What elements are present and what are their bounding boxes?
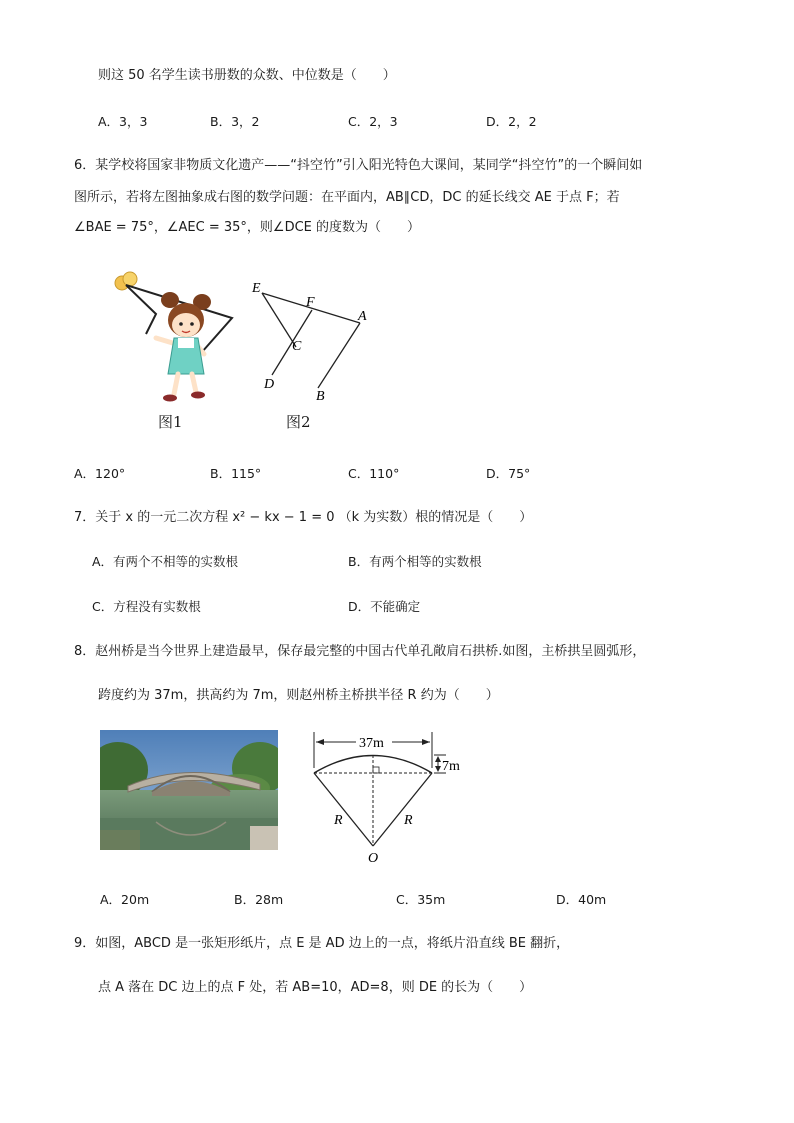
q7-stem: 7．关于 x 的一元二次方程 x² − kx − 1 = 0 （k 为实数）根的情况是（ ） bbox=[74, 510, 533, 525]
q5-option-d: D．2，2 bbox=[486, 114, 537, 129]
center-label-o: O bbox=[368, 851, 379, 866]
zhaozhou-bridge-photo bbox=[100, 730, 278, 850]
radius-label-left: R bbox=[334, 813, 343, 828]
q8-stem-line1: 8．赵州桥是当今世界上建造最早，保存最完整的中国古代单孔敞肩石拱桥.如图，主桥拱呈圆弧形， bbox=[74, 644, 646, 659]
point-label-c: C bbox=[292, 339, 302, 354]
q5-option-a: A．3，3 bbox=[98, 114, 148, 129]
q8-option-a: A．20m bbox=[100, 892, 150, 907]
radius-label-right: R bbox=[404, 813, 413, 828]
q9-stem-line1: 9．如图，ABCD 是一张矩形纸片，点 E 是 AD 边上的一点，将纸片沿直线 BE 翻折， bbox=[74, 936, 570, 951]
q8-stem-line2: 跨度约为 37m，拱高约为 7m，则赵州桥主桥拱半径 R 约为（ ） bbox=[98, 688, 499, 703]
q8-option-b: B．28m bbox=[234, 892, 284, 907]
q6-option-a: A．120° bbox=[74, 466, 126, 481]
q6-option-c: C．110° bbox=[348, 466, 400, 481]
q6-option-d: D．75° bbox=[486, 466, 531, 481]
q8-option-c: C．35m bbox=[396, 892, 446, 907]
q6-stem-line3: ∠BAE = 75°，∠AEC = 35°，则∠DCE 的度数为（ ） bbox=[74, 220, 421, 235]
point-label-b: B bbox=[316, 389, 325, 404]
q9-stem-line2: 点 A 落在 DC 边上的点 F 处，若 AB=10，AD=8，则 DE 的长为（ ） bbox=[98, 980, 533, 995]
q6-figure2-geometry bbox=[244, 270, 384, 410]
figure1-caption: 图1 bbox=[158, 413, 183, 431]
q5-option-c: C．2，3 bbox=[348, 114, 398, 129]
q7-option-c: C．方程没有实数根 bbox=[92, 599, 201, 614]
span-label: 37m bbox=[359, 736, 384, 751]
q8-arch-diagram bbox=[306, 728, 476, 868]
q6-stem-line1: 6．某学校将国家非物质文化遗产——“抖空竹”引入阳光特色大课间，某同学“抖空竹”的一个瞬间如 bbox=[74, 158, 643, 173]
question-intro-text: 则这 50 名学生读书册数的众数、中位数是（ ） bbox=[98, 68, 396, 83]
point-label-e: E bbox=[252, 281, 261, 296]
point-label-a: A bbox=[358, 309, 367, 324]
q7-option-d: D．不能确定 bbox=[348, 599, 421, 614]
q5-option-b: B．3，2 bbox=[210, 114, 260, 129]
point-label-f: F bbox=[306, 295, 315, 310]
point-label-d: D bbox=[264, 377, 275, 392]
q6-option-b: B．115° bbox=[210, 466, 262, 481]
q7-option-b: B．有两个相等的实数根 bbox=[348, 554, 482, 569]
figure2-caption: 图2 bbox=[286, 413, 311, 431]
q7-option-a: A．有两个不相等的实数根 bbox=[92, 554, 239, 569]
q6-figure1-diabolo-girl bbox=[108, 268, 238, 408]
q6-stem-line2: 图所示，若将左图抽象成右图的数学问题：在平面内，AB∥CD，DC 的延长线交 AE 于点 F；若 bbox=[74, 190, 620, 205]
height-label: 7m bbox=[442, 759, 460, 774]
q8-option-d: D．40m bbox=[556, 892, 607, 907]
